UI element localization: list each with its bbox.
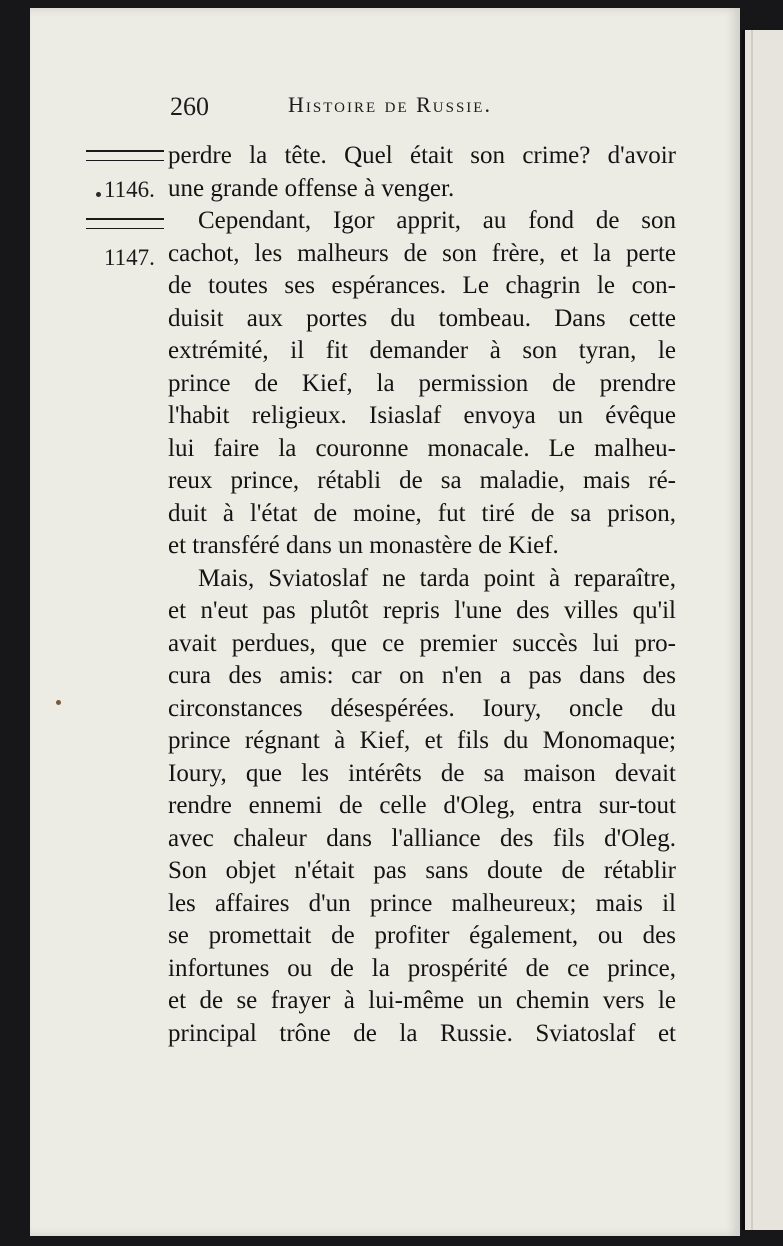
running-title: Histoire de Russie. [288,92,492,117]
margin-dot [96,192,101,197]
text-line: Son objet n'était pas sans doute de rétablir [168,857,676,884]
text-line: de toutes ses espérances. Le chagrin le con- [168,272,676,299]
text-line: principal trône de la Russie. Sviatoslaf et [168,1019,676,1047]
text-line: circonstances désespérées. Ioury, oncle du [168,694,676,722]
page-edge-line [751,30,753,1230]
text-line: duit à l'état de moine, fut tiré de sa prison, [168,499,676,527]
page-header [170,92,690,126]
text-line: se promettait de profiter également, ou des [168,922,676,949]
text-line: les affaires d'un prince malheureux; mais il [168,889,676,917]
margin-rule-mark [86,218,164,229]
ink-speck [56,700,61,705]
text-line: perdre la tête. Quel était son crime? d'avoir [168,142,676,169]
margin-rule-mark [86,150,164,161]
text-line: Ioury, que les intérêts de sa maison devait [168,759,676,787]
text-line: l'habit religieux. Isiaslaf envoya un évêque [168,402,676,429]
text-line: et n'eut pas plutôt repris l'une des villes qu'il [168,597,676,624]
margin-year-1146: 1146. [104,177,155,202]
text-line: et transféré dans un monastère de Kief. [168,532,559,559]
text-line: une grande offense à venger. [168,174,455,202]
page-number: 260 [170,92,209,121]
text-line: prince régnant à Kief, et fils du Monomaque; [168,727,676,754]
text-line: extrémité, il fit demander à son tyran, le [168,337,676,364]
text-line: lui faire la couronne monacale. Le malheu- [168,434,676,462]
facing-page-edge [742,30,783,1230]
text-line: Cependant, Igor apprit, au fond de son [198,207,676,234]
text-line: Mais, Sviatoslaf ne tarda point à reparaître, [198,564,676,592]
text-line: rendre ennemi de celle d'Oleg, entra sur-tout [168,792,676,819]
text-line: infortunes ou de la prospérité de ce prince, [168,954,676,982]
text-line: cachot, les malheurs de son frère, et la perte [168,239,676,267]
text-line: cura des amis: car on n'en a pas dans des [168,662,676,689]
text-line: avec chaleur dans l'alliance des fils d'Oleg. [168,824,676,852]
text-line: reux prince, rétabli de sa maladie, mais ré- [168,467,676,494]
text-line: duisit aux portes du tombeau. Dans cette [168,304,676,332]
text-line: avait perdues, que ce premier succès lui pro- [168,629,676,657]
text-line: prince de Kief, la permission de prendre [168,369,676,397]
margin-year-1147: 1147. [104,245,155,270]
text-line: et de se frayer à lui-même un chemin vers le [168,987,676,1014]
